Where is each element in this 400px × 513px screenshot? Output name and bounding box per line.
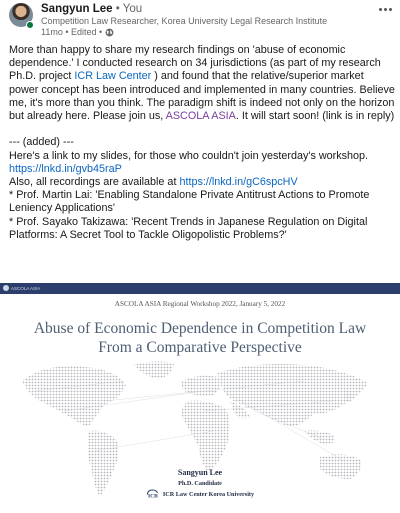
post-body	[9, 44, 395, 242]
paragraph-gap	[9, 123, 395, 136]
post-time: 11mo	[41, 27, 63, 37]
author-row	[41, 2, 142, 16]
online-status-indicator	[26, 21, 34, 29]
more-dot	[389, 8, 392, 11]
more-dot	[379, 8, 382, 11]
globe-icon	[105, 28, 114, 37]
edited-label: Edited	[71, 27, 97, 37]
ascola-logo-text: ASCOLA ASIA	[11, 285, 41, 291]
ascola-asia-mention[interactable]: ASCOLA ASIA	[165, 110, 236, 123]
meta-separator: •	[62, 27, 72, 37]
slides-link[interactable]: https://lnkd.in/gvb45raP	[9, 162, 122, 175]
slide-title-line1: Abuse of Economic Dependence in Competition Law	[33, 320, 367, 337]
meta-separator: •	[96, 27, 103, 37]
slide-top-bar	[0, 283, 400, 294]
recordings-link[interactable]: https://lnkd.in/gC6spcHV	[179, 176, 298, 189]
author-name[interactable]: Sangyun Lee	[41, 3, 113, 15]
slides-line: Here's a link to my slides, for those who couldn't join yesterday's workshop.	[9, 149, 369, 162]
post-meta	[41, 27, 114, 38]
svg-text:ICR: ICR	[147, 493, 158, 500]
more-options-button[interactable]	[376, 2, 394, 16]
added-divider: --- (added) ---	[9, 136, 74, 149]
post-header	[0, 0, 400, 42]
prof-lai-line: * Prof. Martin Lai: 'Enabling Standalone Private Antitrust Actions to Promote Leniency Applications'	[9, 189, 370, 215]
ascola-logo	[3, 285, 40, 291]
ascola-logo-icon	[3, 285, 9, 291]
post-text: ) and found that the relative/superior market power concept has been introduced and implemented in many countries. Believe me, it's more than you think. The paradigm shift is indeed not only on the horizon but already here. Please join us,	[9, 70, 395, 123]
slide-affiliation-row	[0, 489, 400, 500]
prof-takizawa-line: * Prof. Sayako Takizawa: 'Recent Trends in Japanese Regulation on Digital Platforms: A Secret Tool to Tackle Oligopolistic Problems?'	[9, 215, 368, 241]
author-relation: You	[122, 3, 143, 15]
icr-logo-icon	[146, 489, 159, 500]
slide-workshop-line: ASCOLA ASIA Regional Workshop 2022, January 5, 2022	[114, 300, 286, 308]
author-headline: Competition Law Researcher, Korea University Legal Research Institute	[41, 16, 328, 26]
icr-law-center-mention[interactable]: ICR Law Center	[74, 70, 152, 83]
slide-presenter-block	[0, 468, 400, 500]
post-paragraph-main	[9, 44, 395, 123]
post-text: . It will start soon! (link is in reply)	[235, 110, 395, 123]
recordings-line	[9, 176, 395, 189]
slide-presenter-name: Sangyun Lee	[177, 468, 223, 477]
post-text: More than happy to share my research findings on 'abuse of economic dependence.' I conducted research on 34 jurisdictions (as part of my research Ph.D. project	[9, 44, 381, 83]
slide-affiliation: ICR Law Center Korea University	[162, 491, 255, 498]
more-dot	[384, 8, 387, 11]
slide-image[interactable]	[0, 283, 400, 513]
slide-title-line2: From a Comparative Perspective	[98, 339, 302, 356]
slide-presenter-role: Ph.D. Candidate	[178, 480, 222, 487]
author-relation-separator: •	[115, 3, 123, 15]
recordings-text: Also, all recordings are available at	[9, 176, 180, 189]
